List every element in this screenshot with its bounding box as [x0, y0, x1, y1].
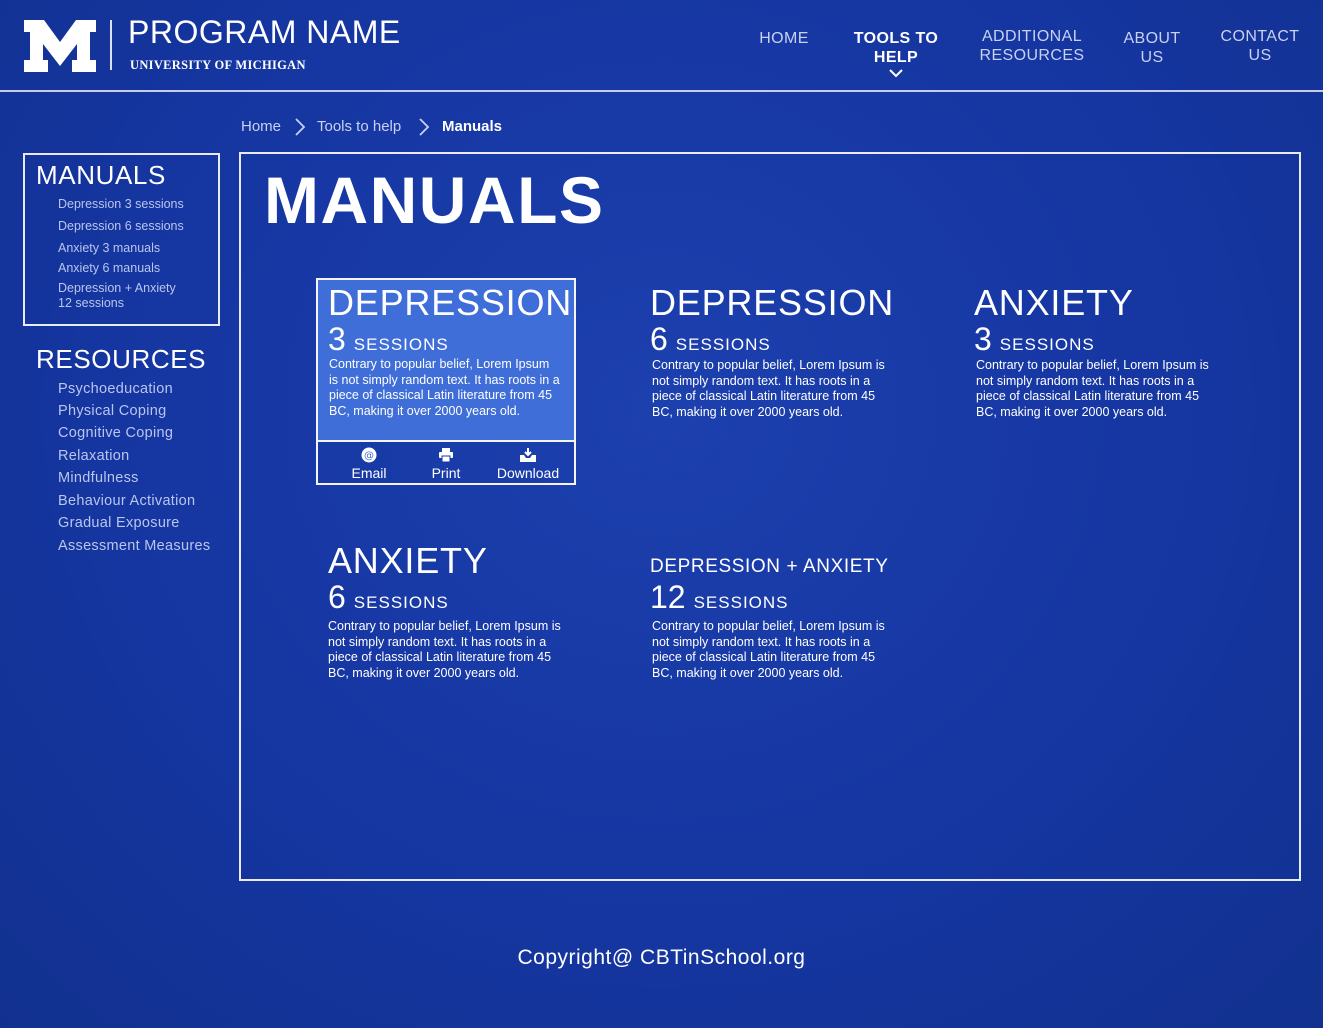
- card-title[interactable]: DEPRESSION + ANXIETY: [650, 556, 889, 577]
- printer-icon: [438, 447, 454, 463]
- header-divider: [0, 90, 1323, 92]
- card-session-count: 6: [650, 321, 668, 357]
- card-session-label: SESSIONS: [999, 335, 1095, 354]
- sidebar-item-anxiety-3[interactable]: Anxiety 3 manuals: [58, 241, 161, 255]
- card-session-label: SESSIONS: [353, 335, 449, 354]
- nav-home[interactable]: [752, 29, 816, 48]
- card-description: Contrary to popular belief, Lorem Ipsum is not simply random text. It has roots in a piece of classical Latin literature from 45 BC, making it over 2000 years old.: [652, 619, 885, 680]
- nav-contact-label-line1: CONTACT: [1220, 28, 1300, 45]
- sidebar-item-psychoeducation[interactable]: Psychoeducation: [58, 381, 173, 397]
- university-logo[interactable]: [24, 20, 96, 72]
- nav-tools-to-help[interactable]: [848, 29, 944, 78]
- card-session-label: SESSIONS: [353, 593, 449, 612]
- sidebar-item-12-sessions[interactable]: 12 sessions: [58, 296, 125, 310]
- nav-about-label-line1: ABOUT: [1123, 30, 1181, 47]
- card-sessions: [328, 321, 449, 361]
- email-button[interactable]: [329, 447, 409, 481]
- breadcrumb-tools[interactable]: Tools to help: [317, 118, 402, 135]
- card-title[interactable]: ANXIETY: [328, 540, 488, 581]
- sidebar-item-assessment-measures[interactable]: Assessment Measures: [58, 538, 211, 554]
- breadcrumb-home[interactable]: Home: [241, 118, 282, 135]
- card-description: Contrary to popular belief, Lorem Ipsum is not simply random text. It has roots in a piece of classical Latin literature from 45 BC, making it over 2000 years old.: [329, 357, 560, 418]
- sidebar-item-depression-anxiety[interactable]: Depression + Anxiety: [58, 281, 176, 295]
- logo-divider: [110, 20, 112, 70]
- card-description: Contrary to popular belief, Lorem Ipsum is not simply random text. It has roots in a piece of classical Latin literature from 45 BC, making it over 2000 years old.: [652, 358, 885, 419]
- nav-additional-resources[interactable]: [976, 27, 1088, 65]
- program-name: PROGRAM NAME: [128, 14, 401, 50]
- sidebar-item-behaviour-activation[interactable]: Behaviour Activation: [58, 493, 196, 509]
- chevron-right-icon: [416, 118, 432, 136]
- card-session-label: SESSIONS: [693, 593, 789, 612]
- card-sessions: [650, 579, 789, 619]
- card-session-label: SESSIONS: [675, 335, 771, 354]
- nav-about-label-line2: US: [1140, 49, 1164, 66]
- sidebar-item-anxiety-6[interactable]: Anxiety 6 manuals: [58, 261, 161, 275]
- nav-tools-label-line1: TOOLS TO: [853, 30, 939, 47]
- card-sessions: [650, 321, 771, 361]
- nav-contact-us[interactable]: [1216, 27, 1304, 65]
- download-tray-icon: [519, 447, 537, 463]
- card-title: DEPRESSION: [328, 282, 573, 323]
- sidebar-item-gradual-exposure[interactable]: Gradual Exposure: [58, 515, 180, 531]
- card-sessions: [974, 321, 1095, 361]
- card-title[interactable]: ANXIETY: [974, 282, 1134, 323]
- copyright-footer: Copyright@ CBTinSchool.org: [517, 946, 806, 969]
- card-session-count: 3: [328, 321, 346, 357]
- email-label: Email: [351, 465, 387, 481]
- card-sessions: [328, 579, 449, 619]
- nav-home-label: HOME: [759, 30, 809, 47]
- at-icon: [361, 447, 377, 463]
- nav-additional-label-line2: RESOURCES: [979, 47, 1085, 64]
- download-label: Download: [496, 465, 560, 481]
- breadcrumb-current: Manuals: [442, 118, 503, 135]
- block-m-icon: [24, 20, 96, 72]
- nav-about-us[interactable]: [1118, 29, 1186, 67]
- main-content-panel: [239, 152, 1301, 881]
- sidebar-item-cognitive-coping[interactable]: Cognitive Coping: [58, 425, 174, 441]
- sidebar-resources-heading: RESOURCES: [36, 344, 207, 374]
- sidebar-item-physical-coping[interactable]: Physical Coping: [58, 403, 167, 419]
- print-label: Print: [431, 465, 461, 481]
- chevron-right-icon: [292, 118, 308, 136]
- sidebar-item-relaxation[interactable]: Relaxation: [58, 448, 130, 464]
- download-button[interactable]: [488, 447, 568, 481]
- chevron-down-icon: [889, 69, 903, 78]
- page-title: MANUALS: [264, 163, 605, 237]
- card-session-count: 3: [974, 321, 992, 357]
- nav-contact-label-line2: US: [1248, 47, 1272, 64]
- svg-text:@: @: [364, 450, 374, 462]
- sidebar-item-mindfulness[interactable]: Mindfulness: [58, 470, 139, 486]
- card-action-divider: [318, 440, 574, 442]
- print-button[interactable]: [406, 447, 486, 481]
- card-session-count: 12: [650, 579, 686, 615]
- card-description: Contrary to popular belief, Lorem Ipsum is not simply random text. It has roots in a piece of classical Latin literature from 45 BC, making it over 2000 years old.: [976, 358, 1209, 419]
- nav-additional-label-line1: ADDITIONAL: [981, 28, 1082, 45]
- card-title[interactable]: DEPRESSION: [650, 282, 895, 323]
- sidebar-manuals-heading: MANUALS: [36, 160, 166, 190]
- university-name: UNIVERSITY OF MICHIGAN: [130, 58, 306, 72]
- card-description: Contrary to popular belief, Lorem Ipsum is not simply random text. It has roots in a piece of classical Latin literature from 45 BC, making it over 2000 years old.: [328, 619, 561, 680]
- card-session-count: 6: [328, 579, 346, 615]
- sidebar-item-depression-3[interactable]: Depression 3 sessions: [58, 197, 184, 211]
- sidebar-item-depression-6[interactable]: Depression 6 sessions: [58, 219, 184, 233]
- nav-tools-label-line2: HELP: [873, 49, 919, 66]
